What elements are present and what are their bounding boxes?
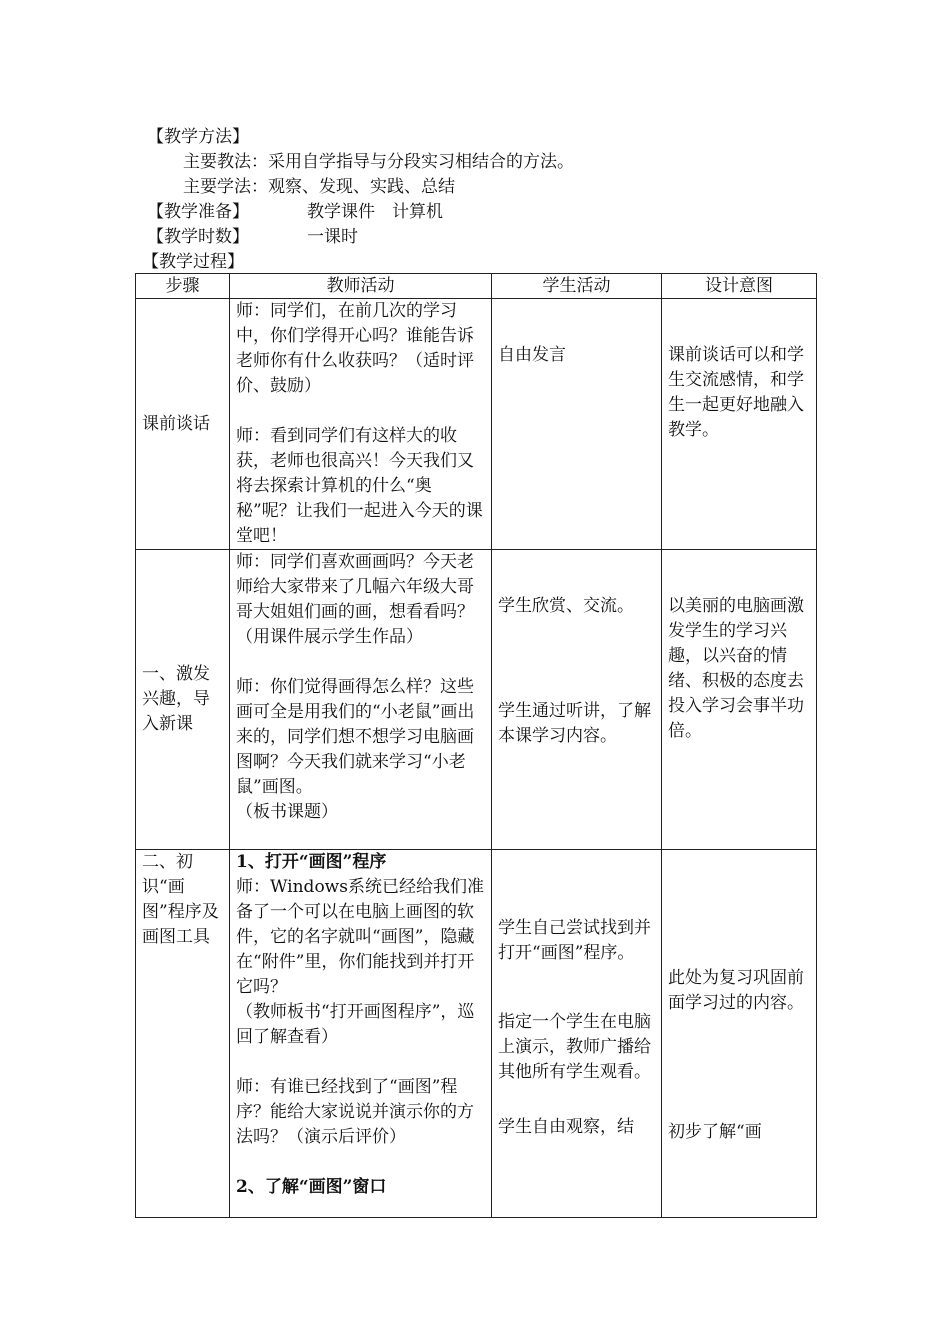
time-value: 一课时 — [307, 227, 358, 247]
student-paragraph: 学生欣赏、交流。 — [498, 596, 634, 616]
prep-label: 【教学准备】 — [147, 202, 249, 222]
intent-paragraph: 初步了解“画 — [668, 1122, 762, 1142]
intent-paragraph: 以美丽的电脑画激发学生的学习兴趣，以兴奋的情绪、积极的态度去投入学习会事半功倍。 — [668, 596, 804, 741]
column-header-intent: 设计意图 — [662, 274, 817, 299]
student-paragraph: 学生自己尝试找到并打开“画图”程序。 — [498, 918, 651, 963]
step-label: 一、激发兴趣，导入新课 — [142, 664, 210, 734]
student-paragraph: 学生自由观察，结 — [498, 1117, 634, 1137]
teacher-paragraph: 师：同学们喜欢画画吗？今天老师给大家带来了几幅六年级大哥哥大姐姐们画的画，想看看吗？ — [236, 552, 474, 622]
step-cell — [136, 299, 230, 550]
intent-paragraph: 课前谈话可以和学生交流感情，和学生一起更好地融入教学。 — [668, 345, 804, 440]
student-paragraph: 自由发言 — [498, 345, 566, 365]
teacher-paragraph: 师：你们觉得画得怎么样？这些画可全是用我们的“小老鼠”画出来的，同学们想不想学习电脑画图啊？今天我们就来学习“小老鼠”画图。 — [236, 677, 475, 797]
teacher-subheading: 2、了解“画图”窗口 — [236, 1177, 387, 1197]
teacher-paragraph: 师：有谁已经找到了“画图”程序？能给大家说说并演示你的方法吗？（演示后评价） — [236, 1077, 474, 1147]
learning-method: 主要学法：观察、发现、实践、总结 — [183, 177, 455, 197]
step-label: 二、初识“画图”程序及画图工具 — [142, 852, 219, 947]
teacher-paragraph: 师：看到同学们有这样大的收获，老师也很高兴！今天我们又将去探索计算机的什么“奥秘”呢？让我们一起进入今天的课堂吧！ — [236, 426, 483, 546]
teacher-subheading: 1、打开“画图”程序 — [236, 852, 387, 872]
student-paragraph: 学生通过听讲，了解本课学习内容。 — [498, 701, 651, 746]
process-heading: 【教学过程】 — [142, 252, 244, 272]
teacher-paragraph: （用课件展示学生作品） — [236, 627, 423, 647]
teacher-paragraph: （教师板书“打开画图程序”，巡回了解查看） — [236, 1002, 475, 1047]
table-header-row — [136, 274, 817, 299]
intent-cell — [662, 299, 817, 550]
lesson-process-table — [135, 273, 817, 1218]
column-header-student: 学生活动 — [492, 274, 662, 299]
teacher-paragraph: 师：Windows系统已经给我们准备了一个可以在电脑上画图的软件，它的名字就叫“画图”，隐藏在“附件”里，你们能找到并打开它吗？ — [236, 877, 484, 997]
teacher-cell — [230, 850, 492, 1218]
intent-cell — [662, 850, 817, 1218]
student-cell — [492, 850, 662, 1218]
time-label: 【教学时数】 — [147, 227, 249, 247]
student-cell — [492, 299, 662, 550]
column-header-teacher: 教师活动 — [230, 274, 492, 299]
step-cell — [136, 850, 230, 1218]
step-label: 课前谈话 — [142, 413, 210, 434]
column-header-step: 步骤 — [136, 274, 230, 299]
teacher-paragraph: 师：同学们，在前几次的学习中，你们学得开心吗？谁能告诉老师你有什么收获吗？（适时评价、鼓励） — [236, 301, 474, 396]
teaching-method: 主要教法：采用自学指导与分段实习相结合的方法。 — [183, 152, 574, 172]
step-cell — [136, 550, 230, 850]
student-paragraph: 指定一个学生在电脑上演示，教师广播给其他所有学生观看。 — [498, 1012, 651, 1082]
table-row — [136, 299, 817, 550]
method-heading: 【教学方法】 — [147, 127, 249, 147]
table-row — [136, 550, 817, 850]
teacher-cell — [230, 299, 492, 550]
prep-value: 教学课件 计算机 — [307, 202, 443, 222]
teacher-cell — [230, 550, 492, 850]
teacher-paragraph: （板书课题） — [236, 802, 338, 822]
intent-cell — [662, 550, 817, 850]
intent-paragraph: 此处为复习巩固前面学习过的内容。 — [668, 968, 804, 1013]
table-row — [136, 850, 817, 1218]
student-cell — [492, 550, 662, 850]
